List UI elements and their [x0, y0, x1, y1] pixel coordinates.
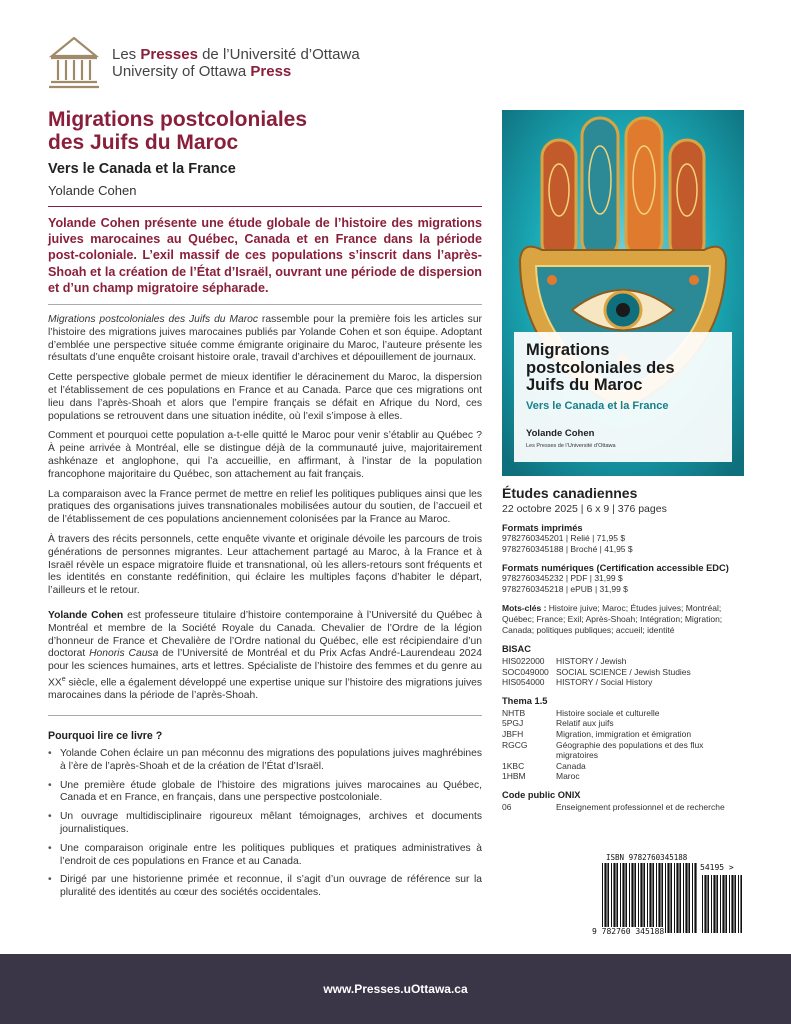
cover-author: Yolande Cohen — [526, 427, 595, 439]
cover-title-band — [514, 332, 732, 462]
thema-codes — [502, 708, 747, 782]
lead-paragraph: Yolande Cohen présente une étude globale de l’histoire des migrations juives marocaines au Québec, Canada et en France dans la période post-coloniale. L’exil massif de ces populations s’inscrit dans l’après-Shoah et la création de l’État d’Israël, ouvrant une période de dispersion et d’un champ migratoire sépharade. — [48, 216, 482, 295]
press-name-en: University of Ottawa Press — [112, 63, 292, 80]
keywords: Mots-clés : Histoire juive; Maroc; Études juives; Montréal; Québec; France; Exil; Après-Shoah; Intégration; Migration; Canada; politiques publiques; accueil; identité — [502, 603, 723, 635]
code-row: NHTB Histoire sociale et culturelle — [502, 707, 660, 718]
why-read-list — [48, 748, 482, 900]
price-code: 54195 > — [700, 863, 734, 872]
thema-title: Thema 1.5 — [502, 695, 548, 706]
list-item: • Dirigé par une historienne primée et reconnue, il s’agit d’un ouvrage de référence sur la pluralité des identités au cœur des sociétés occidentales. — [48, 874, 482, 900]
description-paragraph: Comment et pourquoi cette population a-t-elle quitté le Maroc pour venir s’établir au Québec ? À peine arrivée à Montréal, elle se distingue déjà de la communauté juive, majoritairement ashkénaze et anglophone, qui l’a accueillie, en affirmant, à l’instar de la population francophone majoritaire du Québec, son attachement au fait français. — [48, 430, 482, 480]
book-author: Yolande Cohen — [48, 183, 137, 198]
series-title: Études canadiennes — [502, 485, 638, 501]
description-paragraph: La comparaison avec la France permet de mettre en relief les politiques publiques ainsi que les pratiques des organisations juives transnationales mobilisées autour du soutien, de l’accueil et de l’établissement de ces populations anciennement colonisées par la France au Maroc. — [48, 488, 482, 526]
bisac-codes — [502, 656, 747, 688]
isbn-label: ISBN 9782760345188 — [606, 853, 688, 862]
cover-subtitle: Vers le Canada et la France — [526, 399, 669, 412]
author-bio: Yolande Cohen est professeure titulaire d’histoire contemporaine à l’Université du Québec à Montréal et membre de la Société Royale du Canada. Chevalier de l’Ordre de la légion d’honneur de France et Chevalière de l’Ordre national du Québec, elle est récipiendaire d’un doctorat Honoris Causa de l’Université de Montréal et du Prix Acfas André-Laurendeau 2024 pour les sciences humaines, arts et lettres. Spécialiste de l’histoire des femmes et du genre au XXe siècle, elle a également développé une expertise unique sur l’histoire des migrations juives marocaines dans la période de l’après-Shoah. — [48, 609, 482, 702]
isbn-barcode — [592, 853, 752, 941]
onix-codes — [502, 802, 747, 813]
description-paragraph: Cette perspective globale permet de mieux identifier le déracinement du Maroc, la dispersion et l’établissement de ces populations en France et au Canada. Parce que ces migrations ont lieu dans l’après-Shoah et alors que l’empire français se défait en Afrique du Nord, ces populations se retrouvent dans une situation inédite, où l’exil s’impose à elles. — [48, 372, 482, 422]
left-column — [48, 108, 482, 906]
cover-press: Les Presses de l’Université d’Ottawa — [526, 442, 616, 449]
list-item: • Un ouvrage multidisciplinaire rigoureux mêlant témoignages, archives et documents journalistiques. — [48, 811, 482, 837]
digital-format: 9782760345218 | ePUB | 31,99 $ — [502, 584, 628, 594]
code-row: RGCG Géographie des populations et des flux migratoires — [502, 739, 704, 761]
print-formats-title: Formats imprimés — [502, 523, 583, 533]
code-row: 1KBC Canada — [502, 760, 586, 771]
website-link[interactable]: www.Presses.uOttawa.ca — [323, 982, 468, 996]
code-row: JBFH Migration, immigration et émigration — [502, 728, 692, 739]
divider — [48, 304, 482, 305]
digital-formats-title: Formats numériques (Certification accessible EDC) — [502, 563, 729, 573]
isbn-digits: 9 782760 345188 — [592, 927, 665, 936]
book-details — [502, 485, 747, 813]
print-format: 9782760345201 | Relié | 71,95 $ — [502, 533, 626, 543]
onix-title: Code public ONIX — [502, 789, 581, 800]
code-row: 1HBM Maroc — [502, 771, 580, 782]
code-row: 5PGJ Relatif aux juifs — [502, 718, 614, 729]
footer — [0, 954, 791, 1024]
divider — [48, 715, 482, 716]
barcode-bars — [602, 863, 698, 933]
list-item: • Une comparaison originale entre les politiques publiques et pratiques administratives à l’endroit de ces populations en France et au Canada. — [48, 843, 482, 869]
divider — [48, 206, 482, 207]
university-building-icon — [48, 34, 100, 92]
print-format: 9782760345188 | Broché | 41,95 $ — [502, 544, 633, 554]
press-name — [112, 46, 360, 80]
code-row: SOC049000 SOCIAL SCIENCE / Jewish Studies — [502, 666, 691, 677]
description-paragraph: Migrations postcoloniales des Juifs du Maroc rassemble pour la première fois les articles sur l’histoire des migrations juives marocaines publiés par Yolande Cohen et son équipe. Adoptant d’emblée une perspective située comme émigrante originaire du Maroc, l’auteure présente les résultats d’une enquête croisant histoire orale, travail d’archives et dépouillement de journaux. — [48, 314, 482, 364]
list-item: • Yolande Cohen éclaire un pan méconnu des migrations des populations juives maghrébines à l’ère de l’après-Shoah et de la création de l’État d’Israël. — [48, 748, 482, 774]
code-row: HIS022000 HISTORY / Jewish — [502, 656, 627, 666]
code-row: HIS054000 HISTORY / Social History — [502, 677, 653, 688]
cover-title: Migrations postcoloniales des Juifs du Maroc — [526, 341, 675, 394]
publication-info: 22 octobre 2025 | 6 x 9 | 376 pages — [502, 503, 667, 515]
bisac-title: BISAC — [502, 644, 531, 654]
press-name-fr: Les Presses de l’Université d’Ottawa — [112, 46, 360, 63]
book-cover — [502, 110, 744, 476]
description — [48, 314, 482, 598]
press-header — [48, 34, 360, 92]
book-subtitle: Vers le Canada et la France — [48, 161, 236, 177]
book-title: Migrations postcoloniales des Juifs du Maroc — [48, 108, 308, 154]
digital-format: 9782760345232 | PDF | 31,99 $ — [502, 573, 623, 583]
barcode-supplement-bars — [702, 875, 742, 933]
description-paragraph: À travers des récits personnels, cette enquête vivante et originale dévoile les parcours de trois générations de personnes migrantes. Leur attachement partagé au Maroc, à la France et à Israël révèle un espace migratoire fluide et transnational, où les allers-retours sont fréquents et les identités en constante redéfinition, qui éclaire les multiples façons d’habiter le départ, l’ailleurs et le retour. — [48, 533, 482, 597]
why-read-title: Pourquoi lire ce livre ? — [48, 729, 163, 742]
list-item: • Une première étude globale de l’histoire des migrations juives marocaines au Québec, Canada et en France, en français, dans une perspective postcoloniale. — [48, 780, 482, 806]
code-row: 06 Enseignement professionnel et de recherche — [502, 801, 725, 812]
